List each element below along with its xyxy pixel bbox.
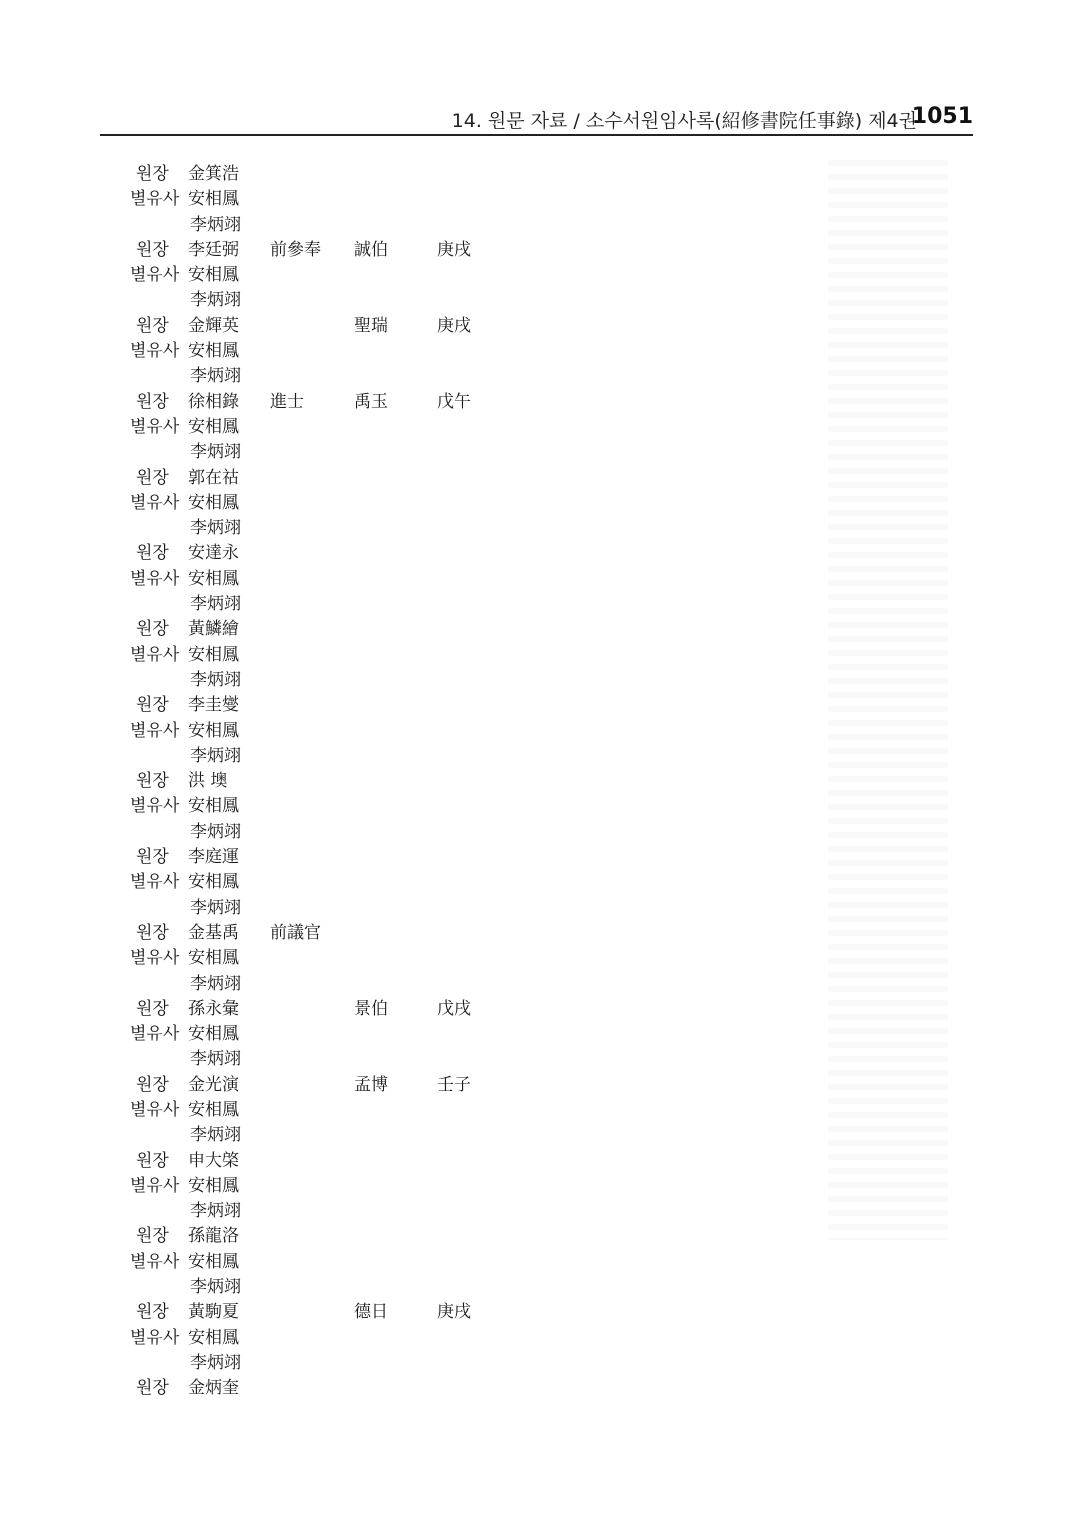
person-name: 李廷弼 xyxy=(188,239,239,260)
role-label: 원장 xyxy=(136,922,169,943)
person-name: 金炳奎 xyxy=(188,1378,239,1399)
person-name: 李炳翊 xyxy=(190,745,241,766)
birth-year: 庚戌 xyxy=(437,1302,471,1323)
page-header xyxy=(100,104,973,136)
record-row xyxy=(0,1224,700,1249)
person-name: 李炳翊 xyxy=(190,1352,241,1373)
role-label: 원장 xyxy=(136,543,169,564)
birth-year: 庚戌 xyxy=(437,239,471,260)
record-row xyxy=(0,1250,700,1275)
record-row xyxy=(0,1047,700,1072)
record-row xyxy=(0,1326,700,1351)
person-name: 安相鳳 xyxy=(188,720,239,741)
person-name: 李圭燮 xyxy=(188,695,239,716)
person-name: 李炳翊 xyxy=(190,518,241,539)
role-label: 원장 xyxy=(136,315,169,336)
person-name: 孫永彙 xyxy=(188,998,239,1019)
record-row xyxy=(0,744,700,769)
person-name: 金輝英 xyxy=(188,315,239,336)
person-name: 安相鳳 xyxy=(188,1175,239,1196)
role-label: 원장 xyxy=(136,1378,169,1399)
record-row xyxy=(0,921,700,946)
record-row xyxy=(0,415,700,440)
record-row xyxy=(0,1300,700,1325)
record-row xyxy=(0,238,700,263)
running-header: 14. 원문 자료 / 소수서원임사록(紹修書院任事錄) 제4권 xyxy=(451,110,917,132)
record-row xyxy=(0,390,700,415)
role-label: 원장 xyxy=(136,164,169,184)
role-label: 원장 xyxy=(136,1302,169,1323)
role-label: 원장 xyxy=(136,1074,169,1095)
birth-year: 戊午 xyxy=(437,391,471,412)
record-row xyxy=(0,1275,700,1300)
role-label: 원장 xyxy=(136,1150,169,1171)
record-row xyxy=(0,1149,700,1174)
role-label: 별유사 xyxy=(130,492,180,513)
role-label: 별유사 xyxy=(130,1251,180,1272)
courtesy-name: 禹玉 xyxy=(354,391,388,412)
record-row xyxy=(0,1376,700,1401)
role-label: 원장 xyxy=(136,391,169,412)
record-row xyxy=(0,1174,700,1199)
courtesy-name: 景伯 xyxy=(354,998,388,1019)
person-name: 李炳翊 xyxy=(190,1049,241,1070)
role-label: 별유사 xyxy=(130,1175,180,1196)
person-name: 安相鳳 xyxy=(188,265,239,286)
person-name: 安相鳳 xyxy=(188,341,239,362)
person-name: 安達永 xyxy=(188,543,239,564)
birth-year: 壬子 xyxy=(437,1074,471,1095)
record-row xyxy=(0,187,700,212)
record-row xyxy=(0,693,700,718)
role-label: 원장 xyxy=(136,239,169,260)
role-label: 별유사 xyxy=(130,948,180,969)
person-name: 李炳翊 xyxy=(190,897,241,918)
record-row xyxy=(0,541,700,566)
record-row xyxy=(0,567,700,592)
person-name: 郭在祜 xyxy=(188,467,239,488)
person-name: 李炳翊 xyxy=(190,1201,241,1222)
person-name: 安相鳳 xyxy=(188,189,239,210)
record-list xyxy=(0,162,700,1402)
record-row xyxy=(0,491,700,516)
person-name: 安相鳳 xyxy=(188,492,239,513)
role-label: 별유사 xyxy=(130,341,180,362)
record-row xyxy=(0,845,700,870)
role-label: 원장 xyxy=(136,771,169,792)
person-name: 安相鳳 xyxy=(188,416,239,437)
record-row xyxy=(0,1098,700,1123)
person-name: 金箕浩 xyxy=(188,164,239,184)
person-name: 安相鳳 xyxy=(188,1099,239,1120)
role-label: 원장 xyxy=(136,619,169,640)
person-name: 安相鳳 xyxy=(188,644,239,665)
role-label: 별유사 xyxy=(130,416,180,437)
person-name: 李炳翊 xyxy=(190,214,241,235)
record-row xyxy=(0,643,700,668)
person-name: 安相鳳 xyxy=(188,872,239,893)
official-title: 前議官 xyxy=(270,922,321,943)
person-name: 李炳翊 xyxy=(190,1125,241,1146)
record-row xyxy=(0,466,700,491)
person-name: 李炳翊 xyxy=(190,594,241,615)
courtesy-name: 聖瑞 xyxy=(354,315,388,336)
person-name: 李炳翊 xyxy=(190,821,241,842)
record-row xyxy=(0,668,700,693)
person-name: 安相鳳 xyxy=(188,1327,239,1348)
person-name: 安相鳳 xyxy=(188,568,239,589)
record-row xyxy=(0,288,700,313)
role-label: 별유사 xyxy=(130,796,180,817)
birth-year: 戊戌 xyxy=(437,998,471,1019)
official-title: 前參奉 xyxy=(270,239,321,260)
official-title: 進士 xyxy=(270,391,304,412)
record-row xyxy=(0,997,700,1022)
person-name: 李炳翊 xyxy=(190,442,241,463)
role-label: 별유사 xyxy=(130,265,180,286)
courtesy-name: 德日 xyxy=(354,1302,388,1323)
record-row xyxy=(0,870,700,895)
person-name: 李炳翊 xyxy=(190,1277,241,1298)
record-row xyxy=(0,1123,700,1148)
record-row xyxy=(0,516,700,541)
person-name: 李庭運 xyxy=(188,847,239,868)
person-name: 李炳翊 xyxy=(190,669,241,690)
person-name: 李炳翊 xyxy=(190,366,241,387)
person-name: 安相鳳 xyxy=(188,1024,239,1045)
person-name: 金光演 xyxy=(188,1074,239,1095)
courtesy-name: 孟博 xyxy=(354,1074,388,1095)
record-row xyxy=(0,1351,700,1376)
role-label: 원장 xyxy=(136,998,169,1019)
role-label: 별유사 xyxy=(130,568,180,589)
person-name: 申大棨 xyxy=(188,1150,239,1171)
record-row xyxy=(0,1073,700,1098)
record-row xyxy=(0,339,700,364)
page-number: 1051 xyxy=(911,104,973,129)
role-label: 원장 xyxy=(136,1226,169,1247)
birth-year: 庚戌 xyxy=(437,315,471,336)
role-label: 별유사 xyxy=(130,872,180,893)
role-label: 별유사 xyxy=(130,720,180,741)
bleed-through-shadow xyxy=(828,160,948,1240)
role-label: 원장 xyxy=(136,467,169,488)
record-row xyxy=(0,1022,700,1047)
role-label: 원장 xyxy=(136,695,169,716)
person-name: 黃鱗繪 xyxy=(188,619,239,640)
person-name: 安相鳳 xyxy=(188,948,239,969)
record-row xyxy=(0,946,700,971)
record-row xyxy=(0,972,700,997)
person-name: 金基禹 xyxy=(188,922,239,943)
person-name: 徐相錄 xyxy=(188,391,239,412)
record-row xyxy=(0,820,700,845)
record-row xyxy=(0,592,700,617)
record-row xyxy=(0,769,700,794)
record-row xyxy=(0,794,700,819)
record-row xyxy=(0,440,700,465)
person-name: 李炳翊 xyxy=(190,973,241,994)
record-row xyxy=(0,263,700,288)
person-name: 孫龍洛 xyxy=(188,1226,239,1247)
person-name: 洪 墺 xyxy=(188,771,228,792)
record-row xyxy=(0,617,700,642)
person-name: 安相鳳 xyxy=(188,1251,239,1272)
record-row xyxy=(0,719,700,744)
person-name: 黃駒夏 xyxy=(188,1302,239,1323)
person-name: 李炳翊 xyxy=(190,290,241,311)
record-row xyxy=(0,213,700,238)
role-label: 별유사 xyxy=(130,1024,180,1045)
role-label: 별유사 xyxy=(130,644,180,665)
role-label: 별유사 xyxy=(130,189,180,210)
record-row xyxy=(0,896,700,921)
role-label: 별유사 xyxy=(130,1327,180,1348)
record-row xyxy=(0,1199,700,1224)
record-row xyxy=(0,364,700,389)
record-row xyxy=(0,162,700,187)
person-name: 安相鳳 xyxy=(188,796,239,817)
record-row xyxy=(0,314,700,339)
role-label: 원장 xyxy=(136,847,169,868)
role-label: 별유사 xyxy=(130,1099,180,1120)
courtesy-name: 誠伯 xyxy=(354,239,388,260)
